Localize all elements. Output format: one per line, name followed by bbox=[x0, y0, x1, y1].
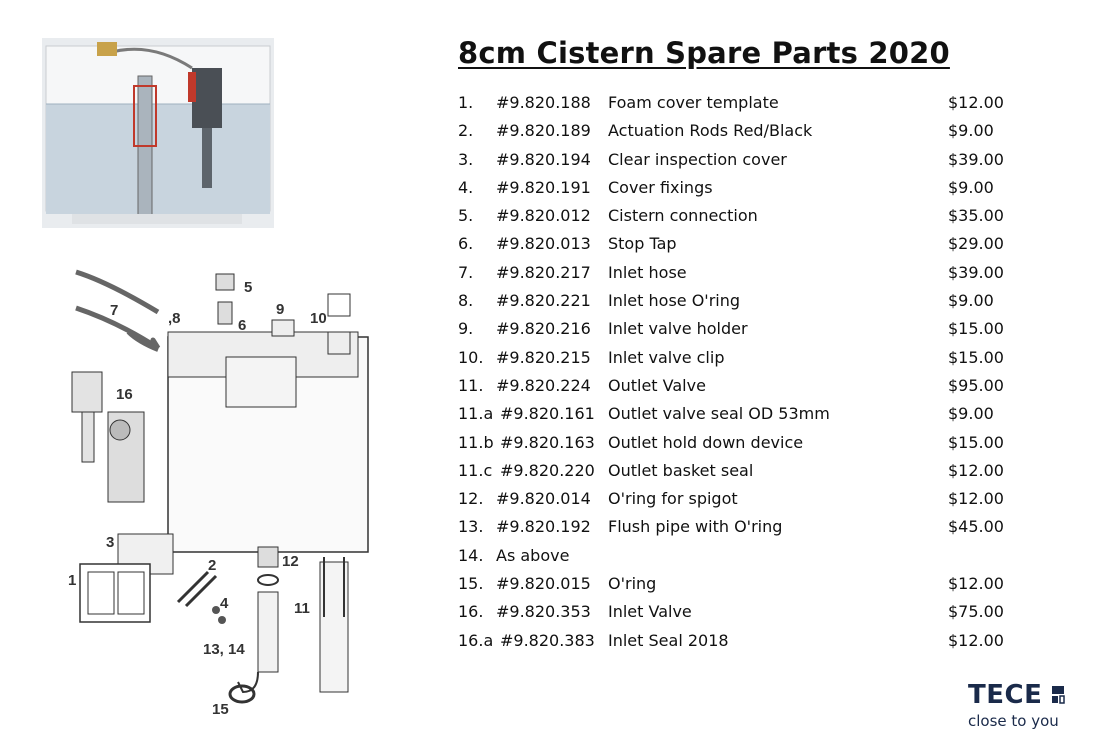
part-code: #9.820.189 bbox=[496, 121, 591, 141]
part-code: #9.820.383 bbox=[500, 630, 595, 650]
part-number: 10. bbox=[458, 347, 484, 367]
part-price: $75.00 bbox=[948, 602, 1004, 622]
part-code: #9.820.015 bbox=[496, 574, 591, 594]
part-row bbox=[458, 230, 1058, 258]
part-number: 9. bbox=[458, 319, 474, 339]
exploded-parts-diagram bbox=[58, 262, 388, 724]
part-description: Cover fixings bbox=[608, 177, 713, 197]
part-code: #9.820.012 bbox=[496, 206, 591, 226]
logo-squares-icon bbox=[1052, 686, 1066, 704]
part-code: #9.820.192 bbox=[496, 517, 591, 537]
part-row bbox=[458, 400, 1058, 428]
cistern-photo bbox=[42, 38, 274, 228]
part-number: 11.c bbox=[458, 460, 493, 480]
tece-logo bbox=[968, 680, 1068, 730]
part-code: #9.820.013 bbox=[496, 234, 591, 254]
part-price: $35.00 bbox=[948, 206, 1004, 226]
part-description: Inlet valve clip bbox=[608, 347, 725, 367]
part-description: Outlet basket seal bbox=[608, 460, 754, 480]
part-row bbox=[458, 429, 1058, 457]
part-price: $12.00 bbox=[948, 489, 1004, 509]
part-description: Inlet Seal 2018 bbox=[608, 630, 729, 650]
part-row bbox=[458, 344, 1058, 372]
diagram-label-16: 16 bbox=[116, 386, 133, 403]
diagram-label-4: 4 bbox=[220, 595, 229, 612]
part-number: 14. bbox=[458, 545, 484, 565]
part-price: $15.00 bbox=[948, 347, 1004, 367]
diagram-label-9: 9 bbox=[276, 301, 285, 318]
part-row bbox=[458, 598, 1058, 626]
part-price: $39.00 bbox=[948, 149, 1004, 169]
part-price: $9.00 bbox=[948, 291, 994, 311]
part-description: Inlet hose O'ring bbox=[608, 291, 741, 311]
diagram-label-6: 6 bbox=[238, 317, 247, 334]
part-price: $9.00 bbox=[948, 177, 994, 197]
diagram-label-1: 1 bbox=[68, 572, 77, 589]
part-number: 11.a bbox=[458, 404, 494, 424]
part-description: Outlet hold down device bbox=[608, 432, 804, 452]
part-row bbox=[458, 570, 1058, 598]
diagram-label-8: ,8 bbox=[168, 310, 181, 327]
part-code: As above bbox=[496, 545, 570, 565]
part-row bbox=[458, 627, 1058, 655]
part-code: #9.820.215 bbox=[496, 347, 591, 367]
part-row bbox=[458, 287, 1058, 315]
part-code: #9.820.191 bbox=[496, 177, 591, 197]
part-row bbox=[458, 89, 1058, 117]
part-row bbox=[458, 146, 1058, 174]
part-code: #9.820.163 bbox=[500, 432, 595, 452]
part-number: 6. bbox=[458, 234, 474, 254]
logo-wordmark: TECE bbox=[968, 680, 1043, 710]
part-number: 3. bbox=[458, 149, 474, 169]
part-code: #9.820.217 bbox=[496, 262, 591, 282]
part-description: O'ring bbox=[608, 574, 657, 594]
part-number: 7. bbox=[458, 262, 474, 282]
part-description: O'ring for spigot bbox=[608, 489, 738, 509]
part-row bbox=[458, 485, 1058, 513]
part-price: $12.00 bbox=[948, 630, 1004, 650]
part-price: $29.00 bbox=[948, 234, 1004, 254]
part-number: 2. bbox=[458, 121, 474, 141]
diagram-label-7: 7 bbox=[110, 302, 119, 319]
part-number: 4. bbox=[458, 177, 474, 197]
part-price: $39.00 bbox=[948, 262, 1004, 282]
part-code: #9.820.224 bbox=[496, 375, 591, 395]
part-price: $15.00 bbox=[948, 319, 1004, 339]
part-code: #9.820.188 bbox=[496, 93, 591, 112]
part-number: 8. bbox=[458, 291, 474, 311]
part-code: #9.820.220 bbox=[500, 460, 595, 480]
part-price: $12.00 bbox=[948, 460, 1004, 480]
part-row bbox=[458, 315, 1058, 343]
part-row bbox=[458, 117, 1058, 145]
part-price: $12.00 bbox=[948, 574, 1004, 594]
part-description: Cistern connection bbox=[608, 206, 758, 226]
part-code: #9.820.221 bbox=[496, 291, 591, 311]
part-description: Clear inspection cover bbox=[608, 149, 787, 169]
part-number: 13. bbox=[458, 517, 484, 537]
part-description: Stop Tap bbox=[608, 234, 677, 254]
diagram-label-2: 2 bbox=[208, 557, 217, 574]
part-code: #9.820.353 bbox=[496, 602, 591, 622]
part-number: 16. bbox=[458, 602, 484, 622]
diagram-label-15: 15 bbox=[212, 701, 229, 718]
part-row bbox=[458, 457, 1058, 485]
part-price: $9.00 bbox=[948, 404, 994, 424]
diagram-label-13-14: 13, 14 bbox=[203, 641, 245, 658]
part-code: #9.820.216 bbox=[496, 319, 591, 339]
part-row bbox=[458, 372, 1058, 400]
part-number: 16.a bbox=[458, 630, 494, 650]
part-code: #9.820.194 bbox=[496, 149, 591, 169]
part-price: $95.00 bbox=[948, 375, 1004, 395]
part-code: #9.820.014 bbox=[496, 489, 591, 509]
part-number: 15. bbox=[458, 574, 484, 594]
part-number: 11.b bbox=[458, 432, 494, 452]
part-row bbox=[458, 259, 1058, 287]
logo-tagline: close to you bbox=[968, 712, 1059, 730]
part-number: 1. bbox=[458, 93, 474, 112]
part-description: Foam cover template bbox=[608, 93, 779, 112]
page-title: 8cm Cistern Spare Parts 2020 bbox=[458, 36, 950, 70]
part-price: $9.00 bbox=[948, 121, 994, 141]
part-price: $45.00 bbox=[948, 517, 1004, 537]
diagram-label-10: 10 bbox=[310, 310, 327, 327]
part-description: Flush pipe with O'ring bbox=[608, 517, 783, 537]
part-description: Inlet hose bbox=[608, 262, 687, 282]
part-price: $12.00 bbox=[948, 93, 1004, 112]
part-description: Inlet Valve bbox=[608, 602, 692, 622]
part-description: Outlet valve seal OD 53mm bbox=[608, 404, 830, 424]
part-row bbox=[458, 174, 1058, 202]
part-price: $15.00 bbox=[948, 432, 1004, 452]
part-number: 5. bbox=[458, 206, 474, 226]
part-number: 11. bbox=[458, 375, 484, 395]
part-description: Actuation Rods Red/Black bbox=[608, 121, 813, 141]
parts-list bbox=[458, 89, 1058, 655]
part-description: Inlet valve holder bbox=[608, 319, 748, 339]
part-description: Outlet Valve bbox=[608, 375, 706, 395]
part-row bbox=[458, 542, 1058, 570]
part-number: 12. bbox=[458, 489, 484, 509]
part-code: #9.820.161 bbox=[500, 404, 595, 424]
part-row bbox=[458, 513, 1058, 541]
diagram-label-12: 12 bbox=[282, 553, 299, 570]
part-row bbox=[458, 202, 1058, 230]
diagram-label-5: 5 bbox=[244, 279, 253, 296]
diagram-label-3: 3 bbox=[106, 534, 115, 551]
diagram-label-11: 11 bbox=[294, 600, 310, 617]
